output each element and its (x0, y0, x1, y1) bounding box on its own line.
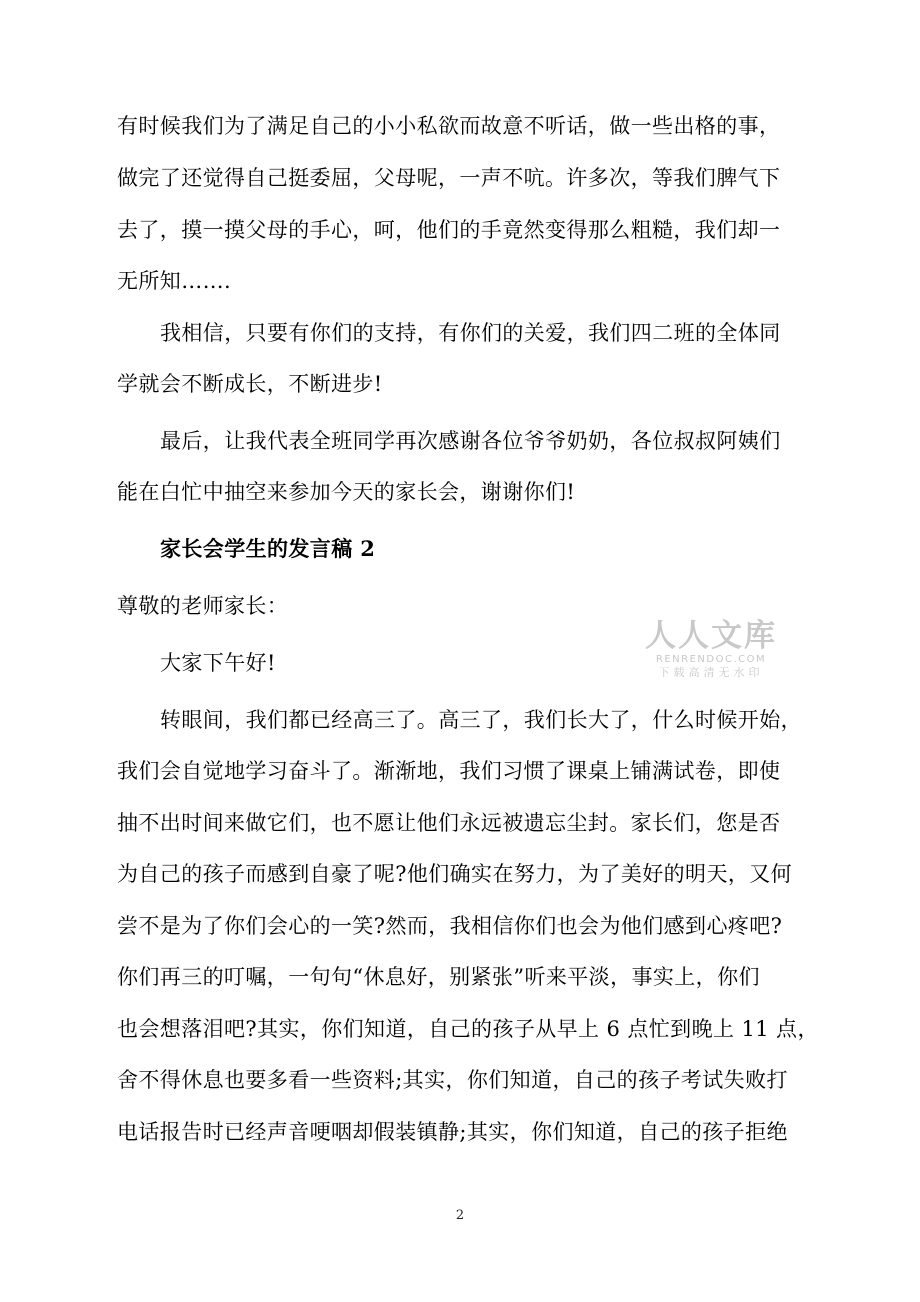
paragraph-line: 尝不是为了你们会心的一笑?然而，我相信你们也会为他们感到心疼吧? (117, 914, 783, 938)
paragraph-line: 也会想落泪吧?其实，你们知道，自己的孩子从早上 6 点忙到晚上 11 点， (117, 1017, 819, 1041)
paragraph-line: 最后，让我代表全班同学再次感谢各位爷爷奶奶，各位叔叔阿姨们 (160, 429, 781, 453)
watermark-url: RENRENDOC.COM (655, 654, 767, 665)
section-heading: 家长会学生的发言稿 2 (160, 536, 376, 561)
paragraph-line: 有时候我们为了满足自己的小小私欲而故意不听话，做一些出格的事， (117, 114, 781, 138)
watermark-title: 人人文库 (645, 618, 777, 654)
paragraph-line: 能在白忙中抽空来参加今天的家长会，谢谢你们! (117, 480, 576, 504)
paragraph-line: 抽不出时间来做它们，也不愿让他们永远被遗忘尘封。家长们，您是否 (117, 811, 781, 835)
paragraph-line: 转眼间，我们都已经高三了。高三了，我们长大了，什么时候开始， (160, 708, 802, 732)
paragraph-line: 为自己的孩子而感到自豪了呢?他们确实在努力，为了美好的明天，又何 (117, 862, 793, 886)
page-number: 2 (455, 1208, 465, 1223)
watermark-subtitle: 下载高清无水印 (658, 666, 764, 679)
paragraph-line: 我相信，只要有你们的支持，有你们的关爱，我们四二班的全体同 (160, 321, 781, 345)
watermark-logo (636, 618, 786, 680)
paragraph-line: 你们再三的叮嘱，一句句“休息好，别紧张”听来平淡，事实上，你们 (117, 965, 760, 989)
paragraph-line: 电话报告时已经声音哽咽却假装镇静;其实，你们知道，自己的孩子拒绝 (117, 1120, 788, 1144)
paragraph-line: 做完了还觉得自己挺委屈，父母呢，一声不吭。许多次，等我们脾气下 (117, 166, 781, 190)
paragraph-line: 我们会自觉地学习奋斗了。渐渐地，我们习惯了课桌上铺满试卷，即使 (117, 759, 781, 783)
paragraph-line: 舍不得休息也要多看一些资料;其实，你们知道，自己的孩子考试失败打 (117, 1068, 788, 1092)
salutation: 尊敬的老师家长： (117, 594, 289, 618)
paragraph-line: 学就会不断成长，不断进步! (117, 372, 383, 396)
paragraph-line: 去了，摸一摸父母的手心，呵，他们的手竟然变得那么粗糙，我们却一 (117, 218, 781, 242)
greeting-line: 大家下午好! (160, 651, 276, 675)
paragraph-line: 无所知……. (117, 269, 232, 293)
